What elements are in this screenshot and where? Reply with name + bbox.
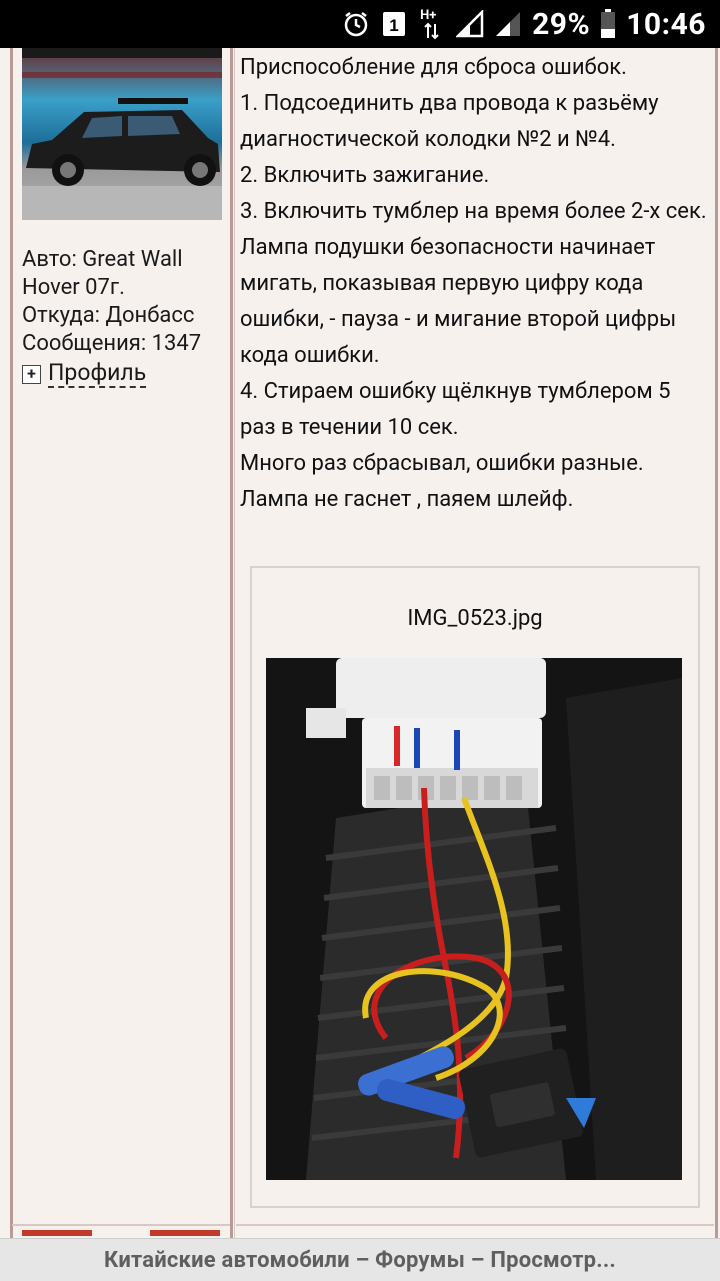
author-car-line2: Hover 07г. (22, 275, 125, 300)
author-car-line1: Авто: Great Wall (22, 247, 183, 272)
signal-strength-icon-2 (494, 10, 522, 38)
post-line: 3. Включить тумблер на время более 2-х сек. Лампа подушки безопасности начинает мигать, показывая первую цифру кода ошибки, - пауза - и мигание второй цифры кода ошибки. (240, 199, 707, 368)
author-panel (22, 48, 222, 388)
sim-icon (380, 10, 408, 38)
signal-hplus-icon (418, 10, 446, 38)
post-body (240, 50, 710, 518)
post-line: 2. Включить зажигание. (240, 163, 490, 188)
post-line: 4. Стираем ошибку щёлкнув тумблером 5 раз в течении 10 сек. (240, 379, 671, 440)
battery-percent: 29% (532, 6, 591, 42)
post-line: Много раз сбрасывал, ошибки разные. (240, 451, 644, 476)
network-type-label: H+ (420, 8, 437, 23)
profile-link-label[interactable]: Профиль (48, 359, 147, 386)
signal-strength-icon-1 (456, 10, 484, 38)
profile-link[interactable] (22, 360, 222, 388)
browser-title-bar[interactable] (0, 1238, 720, 1281)
attachment-filename[interactable]: IMG_0523.jpg (407, 606, 543, 631)
battery-icon (600, 10, 616, 38)
author-location: Откуда: Донбасс (22, 303, 195, 328)
forum-page (0, 48, 720, 1238)
author-car (22, 246, 222, 302)
next-post-row (0, 1224, 720, 1238)
column-divider (230, 48, 233, 1238)
table-border-right (715, 48, 718, 1238)
alarm-icon (342, 10, 370, 38)
attachment-image[interactable] (266, 658, 682, 1180)
column-divider-inner (234, 48, 235, 1238)
table-border-left (10, 48, 13, 1238)
status-bar (0, 0, 720, 48)
clock: 10:46 (626, 6, 706, 42)
author-message-count: Сообщения: 1347 (22, 331, 202, 356)
page-title[interactable]: Китайские автомобили – Форумы – Просмотр... (104, 1247, 616, 1273)
attachment-box (250, 566, 700, 1208)
status-icons (342, 0, 706, 48)
sim-label: 1 (389, 16, 399, 35)
author-details (22, 246, 222, 388)
expand-plus-icon[interactable]: + (22, 365, 41, 384)
post-line: Лампа не гаснет , паяем шлейф. (240, 487, 574, 512)
post-line: Приспособление для сброса ошибок. (240, 55, 627, 80)
post-line: 1. Подсоединить два провода к разьёму диагностической колодки №2 и №4. (240, 91, 659, 152)
avatar[interactable] (22, 48, 222, 220)
